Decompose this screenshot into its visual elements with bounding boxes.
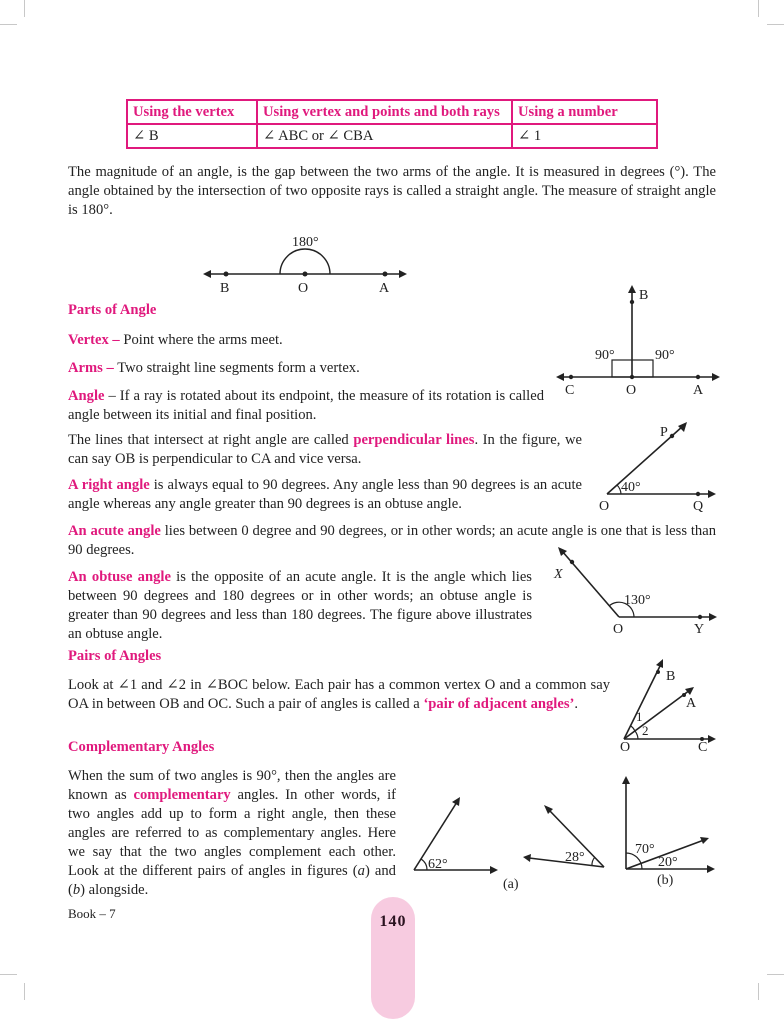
intro-paragraph: The magnitude of an angle, is the gap between the two arms of the angle. It is measured in degrees (°). The angle obtained by the intersection of two opposite rays is called a straight angle. The measure of straight angle is 180°. bbox=[68, 164, 716, 218]
svg-text:70°: 70° bbox=[635, 842, 655, 857]
svg-text:130°: 130° bbox=[624, 593, 651, 608]
angle-definition: Angle – If a ray is rotated about its endpoint, the measure of its rotation is called angle between its initial and final position. bbox=[68, 388, 544, 423]
section-heading-pairs: Pairs of Angles bbox=[68, 648, 162, 664]
svg-text:40°: 40° bbox=[621, 480, 641, 495]
angle-notation-table bbox=[126, 99, 658, 149]
svg-text:90°: 90° bbox=[655, 348, 675, 363]
svg-text:C: C bbox=[565, 383, 575, 398]
svg-text:A: A bbox=[379, 281, 390, 296]
crop-mark bbox=[767, 974, 784, 975]
crop-mark bbox=[758, 0, 759, 17]
term-acute-angle: An acute angle bbox=[68, 523, 161, 539]
acute-angle-paragraph: An acute angle lies between 0 degree and 90 degrees, or in other words; an acute angle is one that is less than 90 degrees. bbox=[68, 523, 716, 558]
svg-text:Q: Q bbox=[693, 499, 704, 513]
acute-angle-figure bbox=[585, 418, 720, 513]
page-number: 140 bbox=[379, 913, 407, 930]
svg-text:X: X bbox=[554, 567, 563, 582]
arms-definition: Arms – Two straight line segments form a vertex. bbox=[68, 360, 360, 376]
section-heading-parts: Parts of Angle bbox=[68, 302, 157, 318]
book-label: Book – 7 bbox=[68, 906, 116, 921]
svg-text:90°: 90° bbox=[595, 348, 615, 363]
term-arms: Arms – bbox=[68, 360, 114, 376]
svg-text:O: O bbox=[599, 499, 610, 513]
svg-text:O: O bbox=[613, 622, 624, 634]
table-cell: ∠ ABC or ∠ CBA bbox=[257, 124, 512, 148]
straight-angle-figure bbox=[195, 228, 415, 298]
svg-text:O: O bbox=[620, 740, 631, 754]
svg-text:A: A bbox=[693, 383, 704, 398]
table-cell: ∠ 1 bbox=[512, 124, 657, 148]
svg-text:B: B bbox=[666, 669, 676, 684]
complementary-figure-b bbox=[615, 765, 725, 890]
crop-mark bbox=[24, 983, 25, 1000]
svg-text:62°: 62° bbox=[428, 857, 448, 872]
table-row bbox=[127, 124, 657, 148]
term-right-angle: A right angle bbox=[68, 477, 150, 493]
svg-text:C: C bbox=[698, 740, 708, 754]
adjacent-angles-figure bbox=[610, 652, 722, 754]
perpendicular-paragraph: The lines that intersect at right angle are called perpendicular lines. In the figure, we can say OB is perpendicular to CA and vice versa. bbox=[68, 432, 582, 467]
svg-text:20°: 20° bbox=[658, 855, 678, 870]
term-obtuse-angle: An obtuse angle bbox=[68, 569, 171, 585]
term-complementary: complementary bbox=[133, 787, 231, 803]
complementary-figure-a bbox=[405, 795, 615, 895]
svg-text:A: A bbox=[686, 696, 697, 711]
crop-mark bbox=[0, 974, 17, 975]
angle-label: 180° bbox=[292, 235, 319, 250]
term-vertex: Vertex – bbox=[68, 332, 120, 348]
crop-mark bbox=[767, 24, 784, 25]
crop-mark bbox=[0, 24, 17, 25]
figure-caption-a: (a) bbox=[503, 877, 519, 892]
vertex-definition: Vertex – Point where the arms meet. bbox=[68, 332, 283, 348]
table-header-cell: Using a number bbox=[512, 100, 657, 124]
perpendicular-figure bbox=[553, 283, 723, 403]
svg-text:O: O bbox=[298, 281, 309, 296]
figure-caption-b: (b) bbox=[657, 873, 674, 888]
crop-mark bbox=[758, 983, 759, 1000]
right-angle-paragraph: A right angle is always equal to 90 degrees. Any angle less than 90 degrees is an acute angle whereas any angle greater than 90 degrees is an obtuse angle. bbox=[68, 477, 582, 512]
pairs-paragraph: Look at ∠1 and ∠2 in ∠BOC below. Each pair has a common vertex O and a common say OA in between OB and OC. Such a pair of angles is called a ‘pair of adjacent angles’. bbox=[68, 677, 610, 712]
svg-text:1: 1 bbox=[636, 709, 643, 724]
table-header-row bbox=[127, 100, 657, 124]
table-cell: ∠ B bbox=[127, 124, 257, 148]
table-header-cell: Using vertex and points and both rays bbox=[257, 100, 512, 124]
svg-text:2: 2 bbox=[642, 723, 649, 738]
term-angle: Angle bbox=[68, 388, 105, 404]
crop-mark bbox=[24, 0, 25, 17]
svg-text:O: O bbox=[626, 383, 637, 398]
complementary-paragraph: When the sum of two angles is 90°, then the angles are known as complementary angles. In other words, if two angles add up to form a right angle, then these angles are referred to as complementary angles. Here we say that the two angles complement each other. Look at the different pairs of angles in figures (a) and (b) alongside. bbox=[68, 768, 396, 898]
svg-text:B: B bbox=[220, 281, 230, 296]
table-header-cell: Using the vertex bbox=[127, 100, 257, 124]
obtuse-angle-paragraph: An obtuse angle is the opposite of an acute angle. It is the angle which lies between 90 degrees and 180 degrees or in other words; an obtuse angle is greater than 90 degrees and less than 180 degrees. The figure above illustrates an obtuse angle. bbox=[68, 569, 532, 642]
term-perpendicular-lines: perpendicular lines bbox=[353, 432, 475, 448]
obtuse-angle-figure bbox=[548, 544, 720, 634]
svg-text:Y: Y bbox=[694, 622, 705, 634]
svg-text:28°: 28° bbox=[565, 850, 585, 865]
section-heading-complementary: Complementary Angles bbox=[68, 739, 215, 755]
term-adjacent-angles: ‘pair of adjacent angles’ bbox=[423, 696, 575, 712]
svg-text:P: P bbox=[660, 425, 668, 440]
svg-text:B: B bbox=[639, 288, 649, 303]
